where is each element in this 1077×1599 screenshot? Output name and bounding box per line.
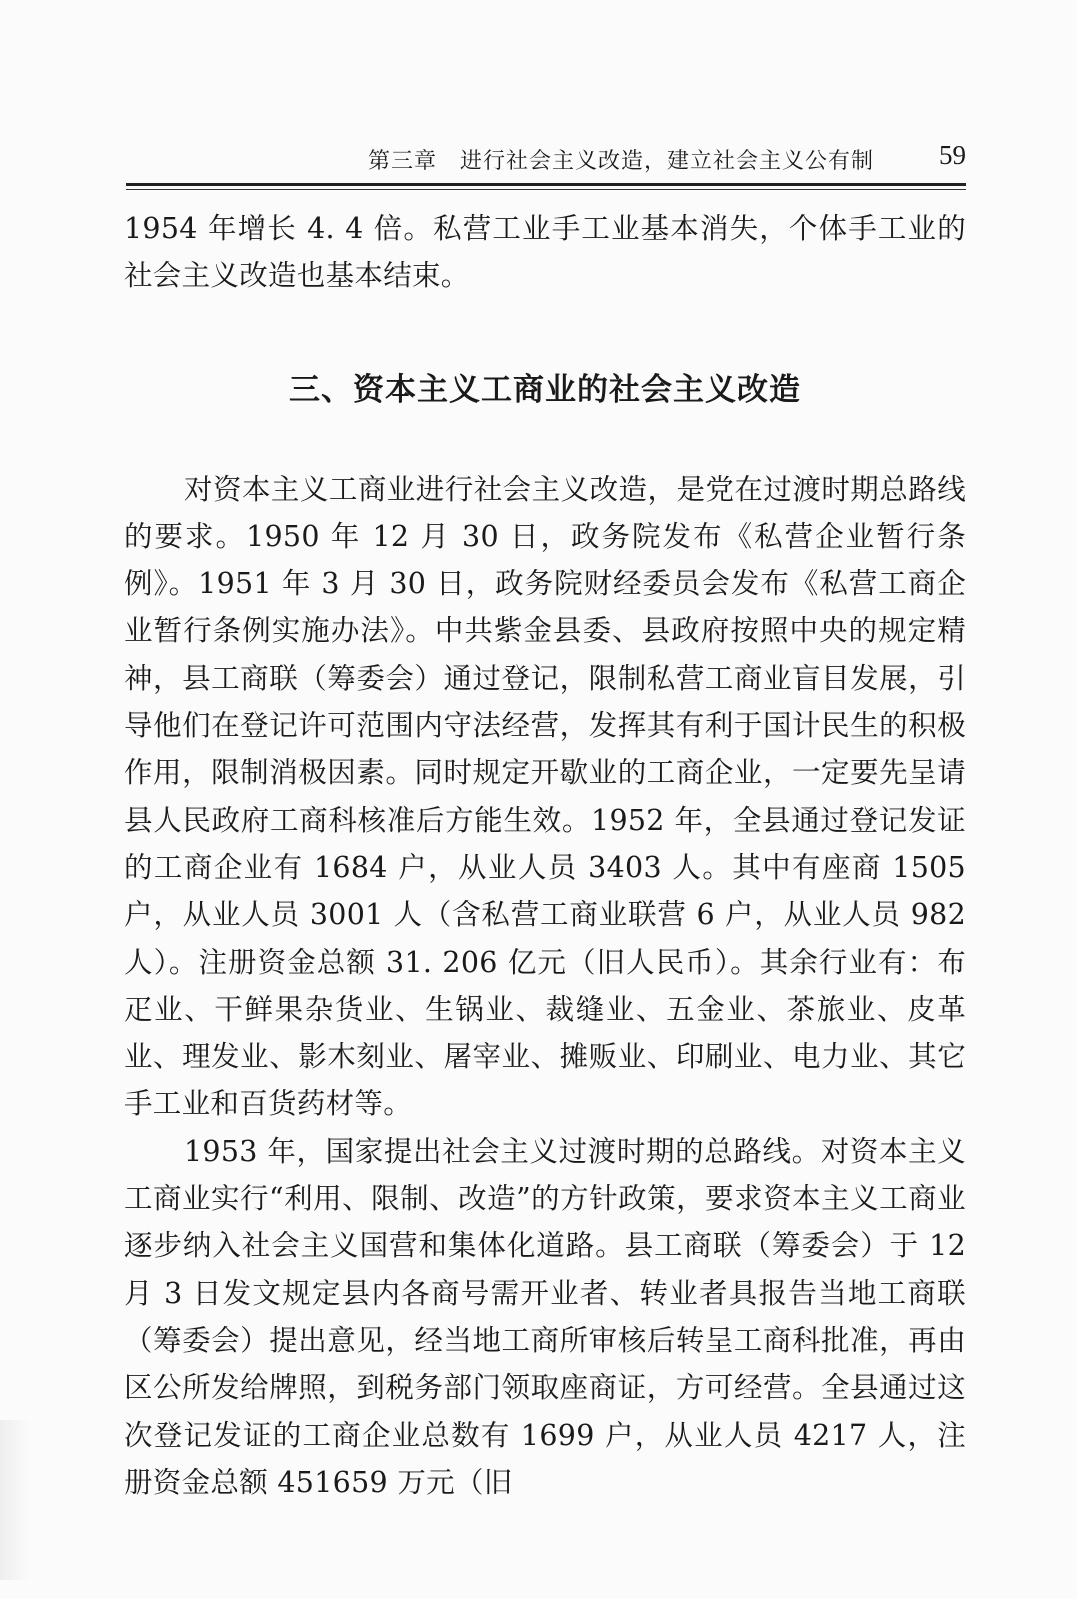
paragraph-continued: 1954 年增长 4. 4 倍。私营工业手工业基本消失，个体手工业的社会主义改造也基本结束。 — [124, 212, 966, 293]
scan-edge-shadow — [0, 1420, 30, 1580]
paragraph: 对资本主义工商业进行社会主义改造，是党在过渡时期总路线的要求。1950 年 12 月 30 日，政务院发布《私营企业暂行条例》。1951 年 3 月 30 日，政务院财经委员会发布《私营工商企业暂行条例实施办法》。中共紫金县委、县政府按照中央的规定精神，县工商联（筹委会）通过登记，限制私营工商业盲目发展，引导他们在登记许可范围内守法经营，发挥其有利于国计民生的积极作用，限制消极因素。同时规定开歇业的工商企业，一定要先呈请县人民政府工商科核准后方能生效。1952 年，全县通过登记发证的工商企业有 1684 户，从业人员 3403 人。其中有座商 1505 户，从业人员 3001 人（含私营工商业联营 6 户，从业人员 982 人）。注册资金总额 31. 206 亿元（旧人民币）。其余行业有：布疋业、干鲜果杂货业、生锅业、裁缝业、五金业、茶旅业、皮革业、理发业、影木刻业、屠宰业、摊贩业、印刷业、电力业、其它手工业和百货药材等。 — [124, 472, 966, 1121]
header-rule-thick — [126, 183, 966, 186]
section-heading: 三、资本主义工商业的社会主义改造 — [289, 371, 801, 408]
paragraph: 1953 年，国家提出社会主义过渡时期的总路线。对资本主义工商业实行“利用、限制、改造”的方针政策，要求资本主义工商业逐步纳入社会主义国营和集体化道路。县工商联（筹委会）于 12 月 3 日发文规定县内各商号需开业者、转业者具报告当地工商联（筹委会）提出意见，经当地工商所审核后转呈工商科批准，再由区公所发给牌照，到税务部门领取座商证，方可经营。全县通过这次登记发证的工商企业总数有 1699 户，从业人员 4217 人，注册资金总额 451659 万元（旧 — [124, 1134, 966, 1499]
page-number: 59 — [939, 140, 966, 170]
chapter-title: 第三章 进行社会主义改造，建立社会主义公有制 — [367, 149, 874, 174]
header-rule-thin — [126, 189, 966, 190]
body-text — [124, 205, 966, 1506]
running-header — [126, 140, 966, 180]
